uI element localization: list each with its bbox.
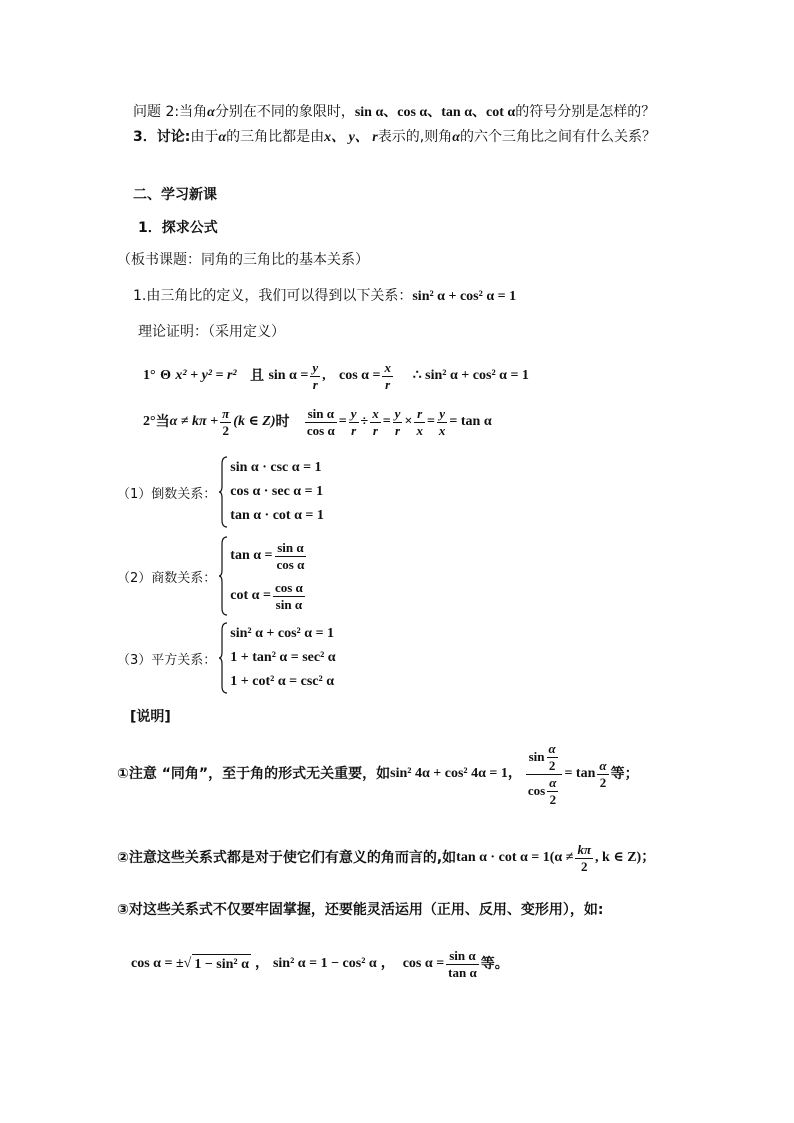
note-title: [说明]	[130, 709, 171, 725]
square-relations: （3）平方关系： sin² α + cos² α = 1 1 + tan² α = sec² α 1 + cot² α = csc² α	[117, 622, 336, 694]
note-3: ③对这些关系式不仅要牢固掌握，还要能灵活运用（正用、反用、变形用），如:	[117, 902, 604, 918]
fraction: $\frac{y}{x}$	[438, 405, 446, 438]
fraction: $\frac{\text{sin α}}{\text{cos α}}$	[276, 539, 305, 572]
note-2: ②注意这些关系式都是对于使它们有意义的角而言的,如 tan α · cot α = 1(α ≠ $\frac{k\pi}{2}$ , k ∈ Z)；	[117, 841, 656, 874]
fraction: $\frac{\text{sin α}}{\text{cos α}}$	[306, 405, 335, 438]
fraction: $\frac{\pi}{2}$	[222, 405, 230, 438]
quotient-relations: （2）商数关系： tan α = $\frac{\text{sin α}}{\text{cos α}}$ cot α = $\frac{\text{cos α}}{\text{sin α}}$	[117, 536, 308, 616]
fraction: $\frac{y}{r}$	[312, 359, 319, 392]
left-brace-icon	[218, 622, 228, 694]
proof-label: 理论证明：（采用定义）	[138, 324, 285, 340]
square-rows	[230, 622, 335, 694]
formula-row: 1 + tan² α = sec² α	[230, 650, 336, 665]
fraction: $\frac{y}{r}$	[394, 405, 401, 438]
section-title: 二、学习新课	[133, 187, 217, 203]
fraction: $\frac{r}{x}$	[416, 405, 423, 438]
examples: cos α = ± √ 1 − sin² α ， sin² α = 1 − cos² α ， cos α = $\frac{\text{sin α}}{\text{tan α}}$ 等。	[131, 947, 509, 980]
formula-row: tan α = $\frac{\text{sin α}}{\text{cos α}}$	[230, 539, 305, 572]
formula-row: cot α = $\frac{\text{cos α}}{\text{sin α}}$	[230, 579, 303, 612]
sub-title: 1．探求公式	[138, 220, 218, 236]
question-2: 问题 2:当角α分别在不同的象限时，sin α、cos α、tan α、cot α的符号分别是怎样的？	[133, 104, 656, 120]
reciprocal-rows	[230, 456, 324, 528]
fraction: $\frac{\text{sin α}}{\text{tan α}}$	[448, 947, 477, 980]
fraction-denominator: cos $\frac{\alpha}{2}$	[527, 774, 557, 807]
proof-1: 1° Θ x² + y² = r² 且 sin α = $\frac{y}{r}$ , cos α = $\frac{x}{r}$ ∴ sin² α + cos² α = 1	[143, 359, 529, 392]
big-fraction	[526, 741, 563, 808]
formula-row: tan α · cot α = 1	[230, 508, 324, 523]
fraction: $\frac{\alpha}{2}$	[549, 774, 557, 807]
fraction: $\frac{x}{r}$	[384, 359, 391, 392]
fraction: $\frac{y}{r}$	[350, 405, 357, 438]
proof-2: 2° 当 α ≠ kπ + $\frac{\pi}{2}$ (k ∈ Z) 时 $\frac{\text{sin α}}{\text{cos α}}$ = $\frac{y}{r}$ ÷ $\frac{x}{r}$ = $\frac{y}{r}$ × $\frac{r}{x}$ = $\frac{y}{x}$ = tan α	[143, 405, 492, 438]
reciprocal-relations: （1）倒数关系： sin α · csc α = 1 cos α · sec α = 1 tan α · cot α = 1	[117, 456, 324, 528]
fraction: $\frac{\alpha}{2}$	[599, 757, 607, 790]
note-1: ①注意 “同角”，至于角的形式无关重要，如 sin² 4α + cos² 4α = 1， sin $\frac{\alpha}{2}$ cos $\frac{\alpha}{2}$ = tan $\frac{\alpha}{2}$ 等；	[117, 740, 639, 807]
fraction: $\frac{\text{cos α}}{\text{sin α}}$	[274, 579, 303, 612]
formula-row: cos α · sec α = 1	[230, 484, 324, 499]
fraction-numerator: sin $\frac{\alpha}{2}$	[526, 741, 563, 775]
fraction: $\frac{\alpha}{2}$	[548, 740, 556, 773]
fraction: $\frac{k\pi}{2}$	[577, 841, 592, 874]
step-1: 1.由三角比的定义，我们可以得到以下关系：sin² α + cos² α = 1	[133, 288, 517, 304]
quotient-rows	[230, 536, 308, 616]
formula-row: 1 + cot² α = csc² α	[230, 674, 335, 689]
formula-row: sin² α + cos² α = 1	[230, 626, 335, 641]
question-3: 3．讨论:由于α的三角比都是由x、 y、 r表示的,则角α的六个三角比之间有什么关系？	[133, 129, 656, 145]
left-brace-icon	[218, 536, 228, 616]
formula-row: sin α · csc α = 1	[230, 460, 322, 475]
fraction: $\frac{x}{r}$	[372, 405, 379, 438]
left-brace-icon	[218, 456, 228, 528]
board-title: （板书课题：同角的三角比的基本关系）	[117, 252, 369, 268]
